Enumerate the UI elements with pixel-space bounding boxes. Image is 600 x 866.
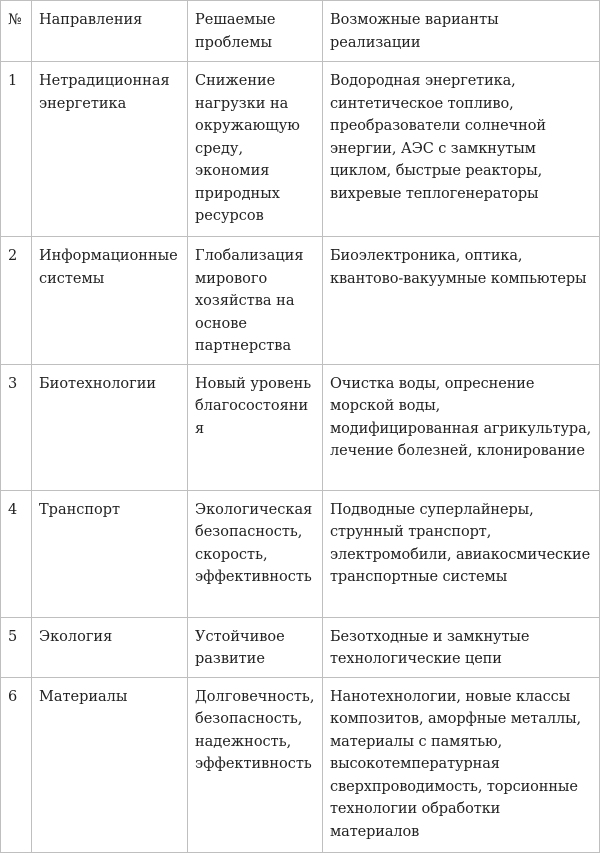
table-header-row xyxy=(1,1,600,62)
table-row xyxy=(1,617,600,677)
header-direction: Направления xyxy=(32,1,188,62)
row-variants: Водородная энергетика, синтетическое топливо, преобразователи солнечной энергии, АЭС с замкнутым циклом, быстрые реакторы, вихревые теплогенераторы xyxy=(323,62,600,237)
row-variants: Подводные суперлайнеры, струнный транспорт, электромобили, авиакосмические транспортные системы xyxy=(323,490,600,617)
row-variants: Безотходные и замкнутые технологические цепи xyxy=(323,617,600,677)
table-row xyxy=(1,62,600,237)
row-direction: Нетрадиционная энергетика xyxy=(32,62,188,237)
row-number: 3 xyxy=(1,364,32,490)
row-number: 6 xyxy=(1,677,32,852)
row-variants: Очистка воды, опреснение морской воды, модифицированная агрикультура, лечение болезней, клонирование xyxy=(323,364,600,490)
table-row xyxy=(1,490,600,617)
table-row xyxy=(1,237,600,365)
header-problems: Решаемые проблемы xyxy=(188,1,323,62)
row-direction: Материалы xyxy=(32,677,188,852)
row-variants: Нанотехнологии, новые классы композитов, аморфные металлы, материалы с памятью, высокотемпературная сверхпроводимость, торсионные технологии обработки материалов xyxy=(323,677,600,852)
row-variants: Биоэлектроника, оптика, квантово-вакуумные компьютеры xyxy=(323,237,600,365)
table-row xyxy=(1,677,600,852)
header-variants: Возможные варианты реализации xyxy=(323,1,600,62)
row-number: 4 xyxy=(1,490,32,617)
row-direction: Экология xyxy=(32,617,188,677)
row-number: 1 xyxy=(1,62,32,237)
table-row xyxy=(1,364,600,490)
row-problems: Устойчивое развитие xyxy=(188,617,323,677)
row-number: 2 xyxy=(1,237,32,365)
row-problems: Экологическая безопасность, скорость, эффективность xyxy=(188,490,323,617)
header-number: № xyxy=(1,1,32,62)
row-problems: Снижение нагрузки на окружающую среду, экономия природных ресурсов xyxy=(188,62,323,237)
row-direction: Информационные системы xyxy=(32,237,188,365)
row-problems: Глобализация мирового хозяйства на основе партнерства xyxy=(188,237,323,365)
row-direction: Транспорт xyxy=(32,490,188,617)
row-problems: Долговечность, безопасность, надежность, эффективность xyxy=(188,677,323,852)
row-problems: Новый уровень благосостояния xyxy=(188,364,323,490)
row-number: 5 xyxy=(1,617,32,677)
row-direction: Биотехнологии xyxy=(32,364,188,490)
